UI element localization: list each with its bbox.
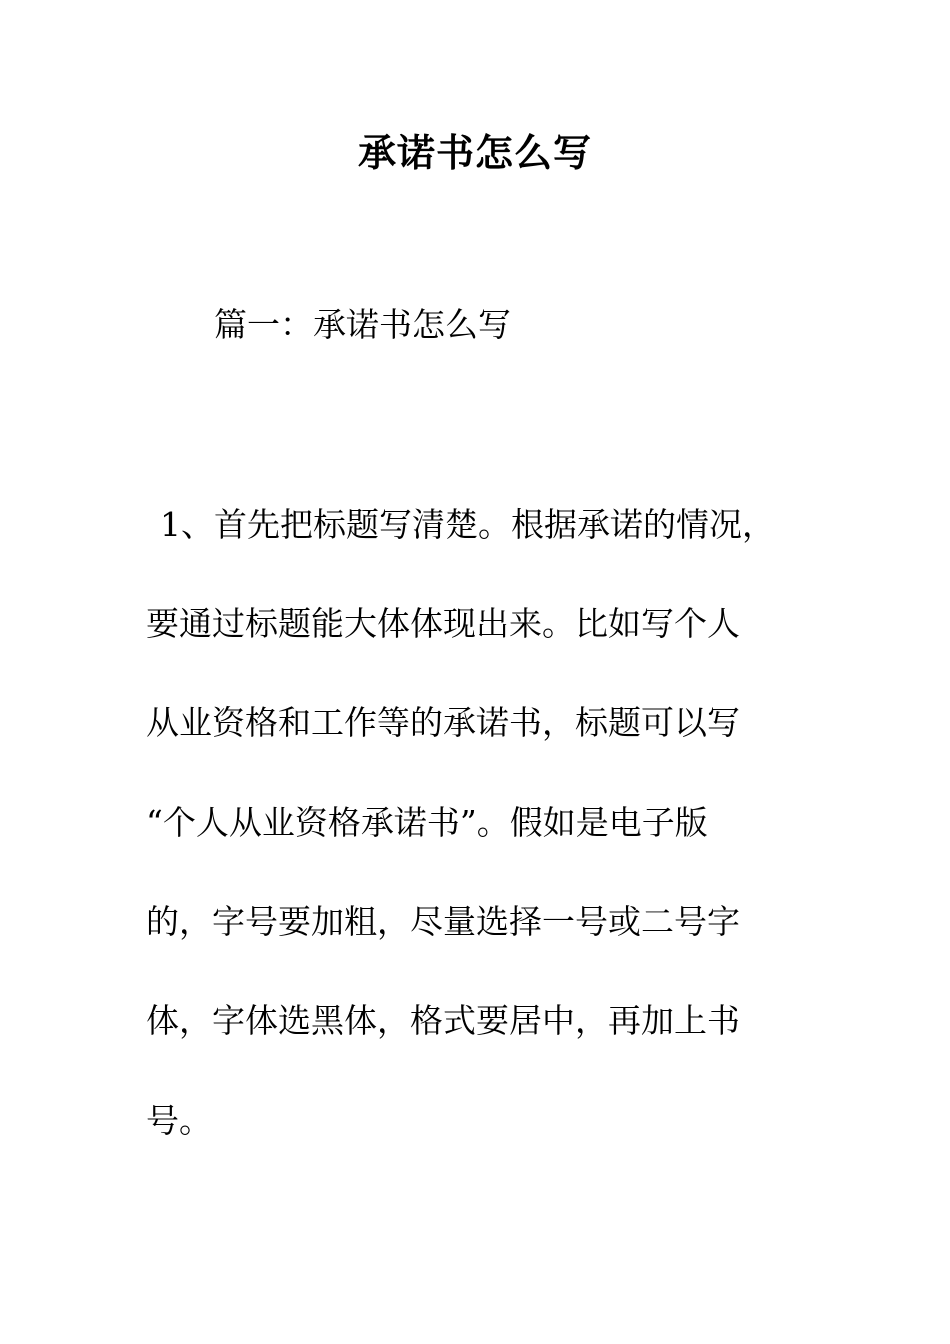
- paragraph-line: “个人从业资格承诺书”。假如是电子版: [146, 803, 708, 842]
- section-heading: 篇一：承诺书怎么写: [214, 305, 511, 344]
- paragraph-line: 的，字号要加粗，尽量选择一号或二号字: [146, 902, 740, 941]
- paragraph-line: 要通过标题能大体体现出来。比如写个人: [146, 604, 740, 643]
- paragraph-line: 号。: [146, 1101, 212, 1140]
- document-title: 承诺书怎么写: [357, 130, 592, 175]
- paragraph-line: 体，字体选黑体，格式要居中，再加上书: [146, 1001, 740, 1040]
- paragraph-line: 1、首先把标题写清楚。根据承诺的情况，: [160, 505, 775, 544]
- paragraph-line: 从业资格和工作等的承诺书，标题可以写: [146, 703, 740, 742]
